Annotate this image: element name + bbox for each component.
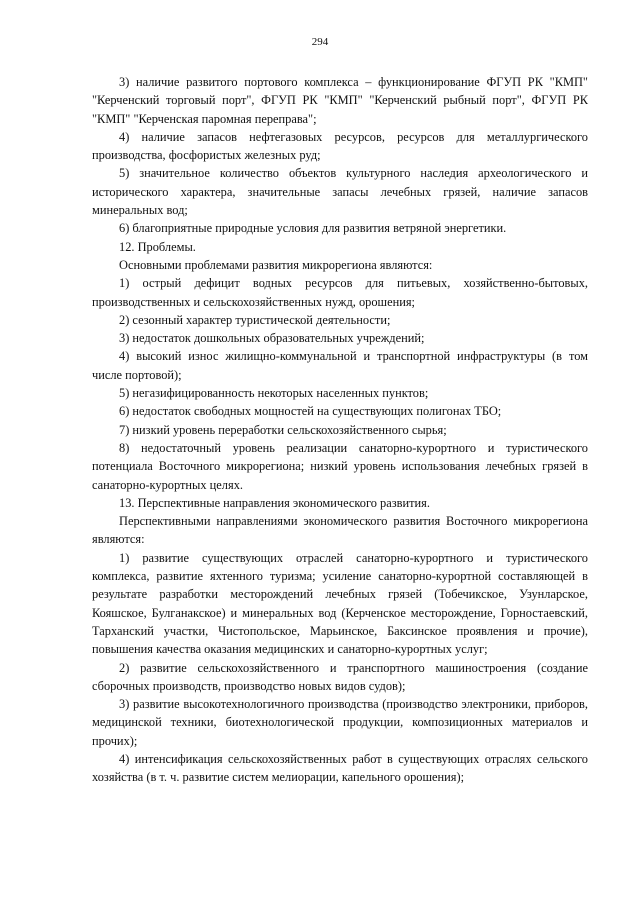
paragraph: 4) интенсификация сельскохозяйственных работ в существующих отраслях сельского хозяйства (в т. ч. развитие систем мелиорации, капельного орошения); (92, 751, 588, 785)
paragraph: 5) значительное количество объектов культурного наследия археологического и исторического характера, значительные запасы лечебных грязей, наличие запасов минеральных вод; (92, 166, 588, 218)
section-heading-directions: 13. Перспективные направления экономического развития. (119, 495, 430, 510)
paragraph: 2) сезонный характер туристической деятельности; (119, 312, 391, 327)
paragraph: 4) наличие запасов нефтегазовых ресурсов, ресурсов для металлургического производства, фосфористых железных руд; (92, 129, 588, 163)
paragraph: 3) недостаток дошкольных образовательных учреждений; (119, 331, 425, 346)
page-number: 294 (311, 36, 329, 48)
paragraph: 1) развитие существующих отраслей санаторно-курортного и туристического комплекса, развитие яхтенного туризма; усиление санаторно-курортной составляющей в результате разработки месторождений лечебных грязей (Тобечикское, Узунларское, Кояшское, Булганакское) и минеральных вод (Керченское месторождение, Горностаевский, Тарханский участки, Чистопольское, Марьинское, Баксинское проявления и прочие), повышения качества оказания медицинских и санаторно-курортных услуг; (92, 550, 588, 657)
paragraph: Перспективными направлениями экономического развития Восточного микрорегиона являются: (92, 514, 588, 547)
paragraph: 6) недостаток свободных мощностей на существующих полигонах ТБО; (119, 404, 502, 419)
paragraph: 6) благоприятные природные условия для развития ветряной энергетики. (119, 221, 507, 236)
paragraph: 2) развитие сельскохозяйственного и транспортного машиностроения (создание сборочных производств, производство новых видов судов); (92, 660, 588, 693)
paragraph: 4) высокий износ жилищно-коммунальной и транспортной инфраструктуры (в том числе портовой); (92, 349, 588, 382)
section-heading-problems: 12. Проблемы. (119, 239, 196, 254)
body-text (92, 73, 588, 787)
paragraph: Основными проблемами развития микрорегиона являются: (119, 257, 433, 272)
paragraph: 1) острый дефицит водных ресурсов для питьевых, хозяйственно-бытовых, производственных и сельскохозяйственных нужд, орошения; (92, 276, 588, 309)
paragraph: 3) развитие высокотехнологичного производства (производство электроники, приборов, медицинской техники, биотехнологической продукции, композиционных материалов и прочих); (92, 697, 588, 748)
paragraph: 5) негазифицированность некоторых населенных пунктов; (119, 386, 429, 401)
paragraph: 3) наличие развитого портового комплекса – функционирование ФГУП РК "КМП" "Керченский торговый порт", ФГУП РК "КМП" "Керченский рыбный порт", ФГУП РК "КМП" "Керченская паромная переправа"; (92, 75, 588, 126)
paragraph: 7) низкий уровень переработки сельскохозяйственного сырья; (119, 422, 447, 437)
paragraph: 8) недостаточный уровень реализации санаторно-курортного и туристического потенциала Восточного микрорегиона; низкий уровень использования лечебных грязей в санаторно-курортных целях. (92, 440, 588, 492)
